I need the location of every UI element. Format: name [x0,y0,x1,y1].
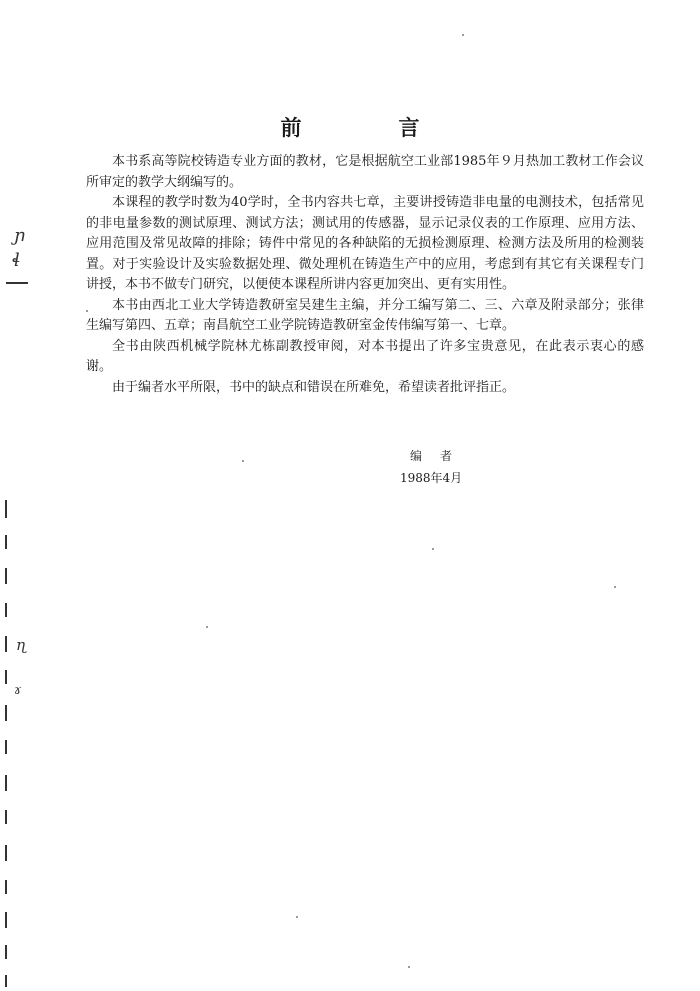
margin-line [5,535,7,549]
margin-scribble: ɳ [16,636,27,654]
margin-line [5,845,7,861]
speck [432,548,434,550]
margin-line [5,636,7,652]
margin-line [5,740,7,754]
margin-line [5,500,7,518]
paragraph: 本书由西北工业大学铸造教研室吴建生主编，并分工编写第二、三、六章及附录部分；张律生编写第四、五章；南昌航空工业学院铸造教研室金传伟编写第一、七章。 [86,297,644,333]
margin-line [5,912,7,928]
margin-scribble: ɤ [14,683,22,698]
paragraph: 本课程的教学时数为40学时，全书内容共七章，主要讲授铸造非电量的电测技术，包括常见的非电量参数的测试原理、测试方法；测试用的传感器，显示记录仪表的工作原理、应用方法、应用范围及常见故障的排除；铸件中常见的各种缺陷的无损检测原理、检测方法及所用的检测装置。对于实验设计及实验数据处理、微处理机在铸造生产中的应用，考虑到有其它有关课程专门讲授，本书不做专门研究，以便使本课程所讲内容更加突出、更有实用性。 [86,195,644,292]
margin-line [5,945,7,959]
margin-line [5,810,7,824]
speck [408,966,410,968]
margin-line [5,568,7,584]
margin-line [5,975,7,987]
page-title: 前 言 [280,115,458,140]
margin-line [5,705,7,721]
speck [296,916,298,918]
speck [206,626,208,628]
speck [614,586,616,588]
margin-dash [6,282,28,284]
paragraph: 全书由陕西机械学院林尤栋副教授审阅，对本书提出了许多宝贵意见，在此表示衷心的感谢。 [86,338,644,374]
margin-line [5,670,7,684]
speck [242,460,244,462]
author-signature: 编者 [410,449,471,463]
preface-body [86,152,644,398]
date: 1988年4月 [400,471,463,485]
paragraph: 本书系高等院校铸造专业方面的教材，它是根据航空工业部1985年９月热加工教材工作会议所审定的教学大纲编写的。 [86,154,644,190]
speck [86,310,88,312]
speck [462,34,464,36]
signature-block [400,445,470,489]
margin-line [5,775,7,791]
margin-scribble: ɲ [14,225,26,246]
margin-line [5,603,7,617]
paragraph: 由于编者水平所限，书中的缺点和错误在所难免，希望读者批评指正。 [112,379,516,395]
margin-scribble: ɬ [12,250,21,271]
margin-line [5,880,7,894]
